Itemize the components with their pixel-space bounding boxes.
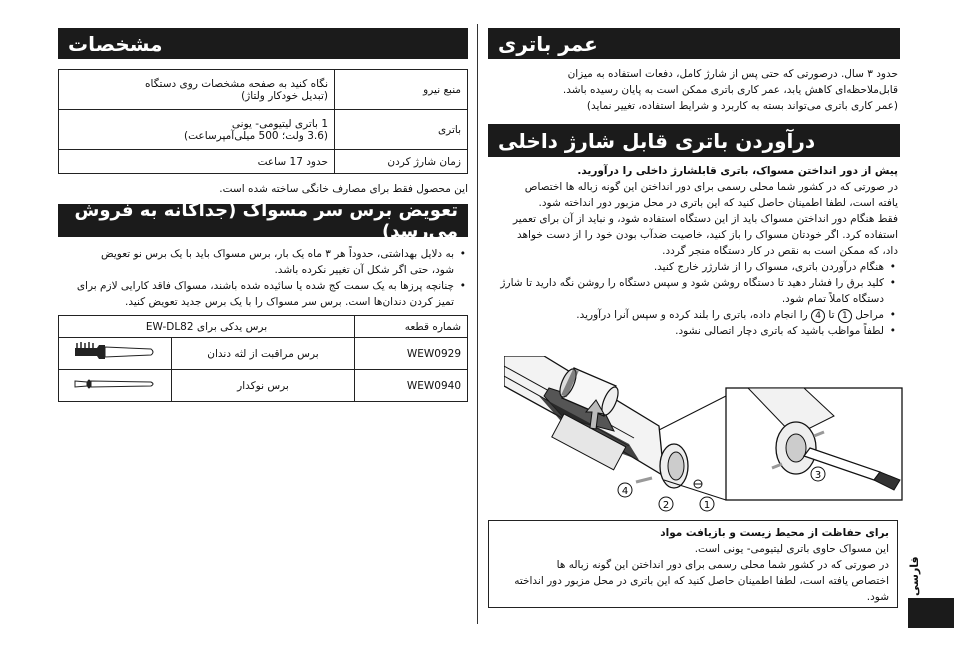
battery-life-text bbox=[488, 66, 898, 114]
bullet-item bbox=[58, 278, 454, 310]
table-row bbox=[59, 150, 468, 174]
spec-value-line: (تبدیل خودکار ولتاژ) bbox=[241, 89, 328, 102]
spec-value bbox=[59, 70, 335, 110]
removing-battery-heading-text: درآوردن باتری قابل شارژ داخلی bbox=[498, 128, 816, 153]
part-number: WEW0940 bbox=[355, 370, 468, 402]
battery-life-line: (عمر کاری باتری می‌تواند بسته به کاربرد و شرایط استفاده، تغییر نماید) bbox=[586, 100, 898, 112]
spec-label: باتری bbox=[335, 110, 468, 150]
part-number: WEW0929 bbox=[355, 338, 468, 370]
table-header-row bbox=[59, 316, 468, 338]
bullet-line: دستگاه کاملاً تمام شود. bbox=[781, 293, 884, 305]
end-cap-drawing bbox=[660, 444, 688, 488]
brush-name: برس مراقبت از لثه دندان bbox=[172, 338, 355, 370]
specifications-heading bbox=[58, 28, 468, 59]
gum-care-brush-icon bbox=[73, 341, 157, 363]
environment-line: اختصاص یافته است، لطفا اطمینان حاصل کنید که این باتری در محل مزبور دور انداخته bbox=[514, 575, 889, 587]
removing-battery-text bbox=[488, 163, 898, 339]
bullet-item bbox=[488, 275, 884, 307]
environment-box bbox=[488, 520, 898, 608]
bullet-item bbox=[488, 307, 884, 323]
specifications-table bbox=[58, 69, 468, 174]
step-1-label-text: 1 bbox=[703, 500, 711, 511]
bullet-line: چنانچه پرزها به یک سمت کج شده یا سائیده شده باشند، مسواک فاقد کارایی لازم برای bbox=[76, 280, 454, 292]
environment-title: برای حفاظت از محیط زیست و بازیافت مواد bbox=[660, 527, 889, 539]
battery-removal-illustration bbox=[504, 356, 904, 518]
household-note: این محصول فقط برای مصارف خانگی ساخته شده است. bbox=[219, 183, 468, 195]
language-label: فارسی bbox=[908, 556, 921, 596]
replace-brush-heading-text: تعویض برس سر مسواک (جداگانه به فروش می‌رسد) bbox=[74, 199, 458, 242]
environment-line: در صورتی که در کشور شما محلی رسمی برای دور انداختن این گونه زباله ها bbox=[556, 559, 889, 571]
table-row bbox=[59, 70, 468, 110]
bullet-line: شود، حتی اگر شکل آن تغییر نکرده باشد. bbox=[274, 264, 454, 276]
step-4-marker: 4 bbox=[811, 309, 825, 323]
bullet-text: تا bbox=[828, 309, 835, 321]
bullet-text: را انجام داده، باتری را بلند کرده و سپس آنرا درآورید. bbox=[576, 309, 808, 321]
bullet-line: کلید برق را فشار دهید تا دستگاه روشن شود و سپس دستگاه را روشن نگه دارید تا شارژ bbox=[500, 277, 884, 289]
bullet-item: • لطفاً مواظب باشید که باتری دچار اتصالی نشود. bbox=[488, 323, 884, 339]
battery-life-line: قابل‌ملاحظه‌ای کاهش یابد، عمر کاری باتری ممکن است به پایان رسیده باشد. bbox=[562, 84, 898, 96]
removing-bullets bbox=[488, 259, 898, 339]
screw-drawing bbox=[694, 480, 702, 488]
step-3-label-text: 3 bbox=[814, 470, 822, 481]
language-tab bbox=[908, 598, 954, 628]
replace-brush-text bbox=[58, 246, 468, 310]
environment-line: این مسواک حاوی باتری لیتیومی- یونی است. bbox=[694, 543, 889, 555]
battery-life-line: حدود ۳ سال. درصورتی که حتی پس از شارژ کامل، دفعات استفاده به میزان bbox=[567, 68, 898, 80]
spec-label: منبع نیرو bbox=[335, 70, 468, 110]
replacement-brush-table bbox=[58, 315, 468, 402]
removing-bold-line: پیش از دور انداختن مسواک، باتری قابلشارژ داخلی را درآورید. bbox=[577, 165, 898, 177]
bullet-line: به دلایل بهداشتی، حدوداً هر ۳ ماه یک بار، برس مسواک باید با یک برس نو تعویض bbox=[101, 248, 454, 260]
spec-value-line: 1 باتری لیتیومی- یونی bbox=[231, 117, 328, 130]
battery-life-heading bbox=[488, 28, 900, 59]
brush-name: برس نوکدار bbox=[172, 370, 355, 402]
battery-life-heading-text: عمر باتری bbox=[498, 31, 598, 56]
removing-line: در صورتی که در کشور شما محلی رسمی برای دور انداختن این گونه زباله ها اختصاص bbox=[524, 181, 898, 193]
removing-line: فقط هنگام دور انداختن مسواک باید از این دستگاه استفاده شود، و نباید از آن برای تعمیر bbox=[512, 213, 898, 225]
step-2-label bbox=[659, 497, 673, 511]
table-row bbox=[59, 110, 468, 150]
brush-image-cell bbox=[59, 338, 172, 370]
brush-image-cell bbox=[59, 370, 172, 402]
bullet-item bbox=[58, 246, 454, 278]
step-1-label bbox=[700, 497, 714, 511]
step-4-label bbox=[618, 483, 632, 497]
removing-line: یافته است، لطفا اطمینان حاصل کنید که این باتری در محل مزبور دور انداخته شود. bbox=[538, 197, 898, 209]
specifications-heading-text: مشخصات bbox=[68, 31, 163, 56]
table-row bbox=[59, 338, 468, 370]
replace-bullets bbox=[58, 246, 468, 310]
point-brush-icon bbox=[73, 373, 157, 395]
column-header-brush: برس یدکی برای EW-DL82 bbox=[59, 316, 355, 338]
bullet-line: تمیز کردن دندان‌ها است. برس سر مسواک را با یک برس جدید تعویض کنید. bbox=[125, 296, 454, 308]
bullet-text: مراحل bbox=[855, 309, 884, 321]
removing-line: داد، که ممکن است به نقص در کار دستگاه منجر گردد. bbox=[662, 245, 898, 257]
step-4-label-text: 4 bbox=[621, 486, 629, 497]
spec-value-line: (3.6 ولت؛ 500 میلی‌آمپرساعت) bbox=[184, 129, 328, 142]
environment-line: شود. bbox=[866, 591, 889, 603]
table-row bbox=[59, 370, 468, 402]
removing-line: استفاده کرد. اگر خودتان مسواک را باز کنید، خاصیت ضدآب بودن خود را از دست خواهد bbox=[517, 229, 898, 241]
spec-value bbox=[59, 110, 335, 150]
spec-label: زمان شارژ کردن bbox=[335, 150, 468, 174]
removing-battery-heading bbox=[488, 124, 900, 157]
replace-brush-heading bbox=[58, 199, 468, 242]
spec-value: حدود 17 ساعت bbox=[59, 150, 335, 174]
spec-value-line: نگاه کنید به صفحه مشخصات روی دستگاه bbox=[145, 77, 328, 90]
column-header-part: شماره قطعه bbox=[355, 316, 468, 338]
step-1-marker: 1 bbox=[838, 309, 852, 323]
bullet-item: • هنگام درآوردن باتری، مسواک را از شارژر خارج کنید. bbox=[488, 259, 884, 275]
step-2-label-text: 2 bbox=[662, 500, 670, 511]
step-4-arrow bbox=[636, 478, 652, 482]
column-divider bbox=[477, 24, 478, 624]
